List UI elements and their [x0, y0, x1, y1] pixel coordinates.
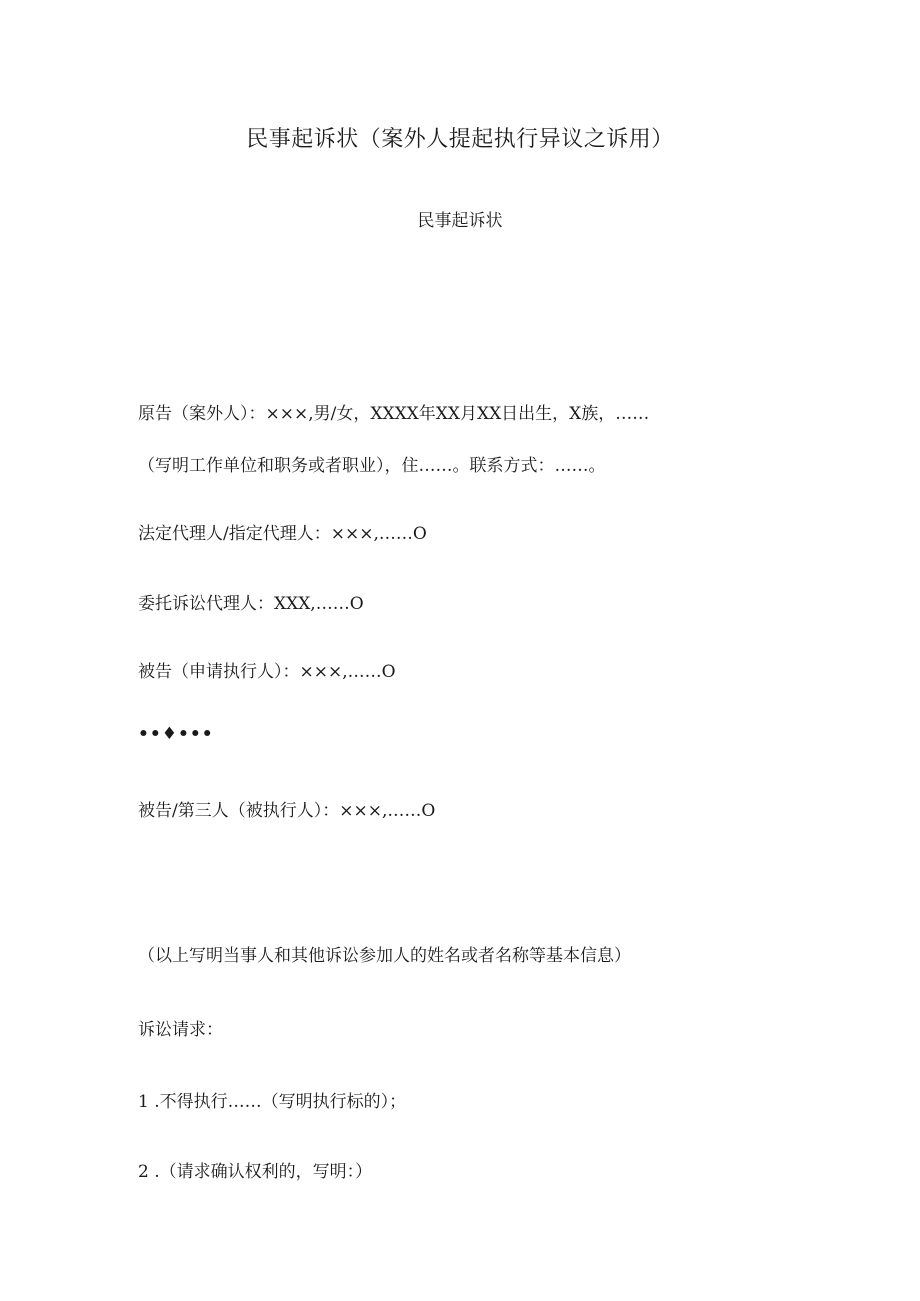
plaintiff-details-line: （写明工作单位和职务或者职业），住……。联系方式：……。 — [138, 456, 606, 476]
claim-item-1: 1 .不得执行……（写明执行标的）； — [138, 1092, 407, 1112]
claim-item-2: 2 .（请求确认权利的，写明：） — [138, 1162, 373, 1182]
defendant-applicant-line: 被告（申请执行人）：×××,……O — [138, 662, 396, 682]
parties-note-line: （以上写明当事人和其他诉讼参加人的姓名或者名称等基本信息） — [138, 946, 631, 966]
ellipsis-marker: ••♦••• — [138, 724, 214, 744]
defendant-third-party-line: 被告/第三人（被执行人）：×××,……O — [138, 801, 436, 821]
plaintiff-line: 原告（案外人）：×××,男/女，XXXX年XX月XX日出生，X族，…… — [138, 404, 650, 424]
document-title: 民事起诉状（案外人提起执行异议之诉用） — [246, 127, 674, 152]
entrusted-agent-line: 委托诉讼代理人：XXX,……O — [138, 594, 364, 614]
legal-representative-line: 法定代理人/指定代理人：×××,……O — [138, 524, 427, 544]
claims-heading: 诉讼请求： — [138, 1020, 223, 1040]
document-subtitle: 民事起诉状 — [417, 211, 503, 231]
